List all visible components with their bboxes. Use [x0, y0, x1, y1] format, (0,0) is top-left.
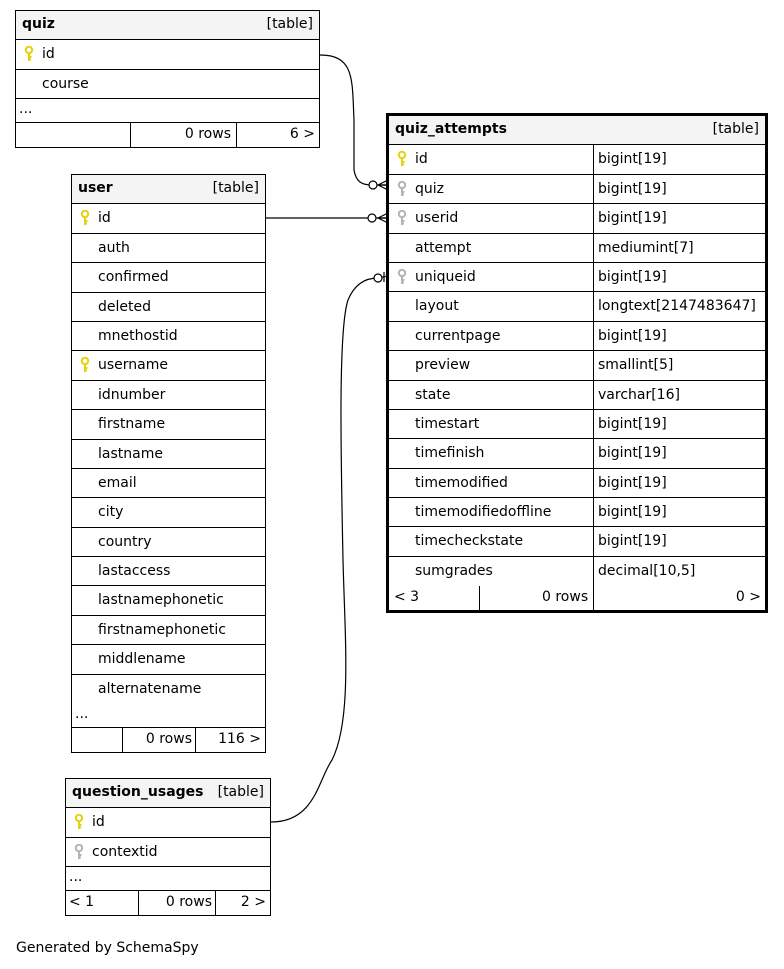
generated-by-text: Generated by SchemaSpy	[16, 940, 199, 956]
column-name: id	[42, 46, 55, 63]
column-name: auth	[98, 239, 130, 256]
table-kind: [table]	[217, 784, 264, 800]
table-footer	[72, 728, 265, 752]
column-row[interactable]	[389, 381, 765, 410]
column-name: firstname	[98, 416, 166, 433]
table-quiz-attempts[interactable]	[386, 113, 768, 613]
primary-key-icon	[397, 151, 407, 167]
column-name: currentpage	[415, 327, 501, 344]
column-type: bigint[19]	[598, 504, 667, 521]
footer-parents[interactable]: < 3	[394, 589, 420, 606]
column-name: lastnamephonetic	[98, 592, 224, 609]
column-name: alternatename	[98, 680, 202, 697]
edge-question-usages-to-quiz-attempts	[271, 276, 388, 822]
more-columns-row	[72, 704, 265, 728]
column-name: contextid	[92, 843, 158, 860]
column-row[interactable]	[72, 293, 265, 322]
edge-optional-marker	[369, 181, 377, 189]
column-row[interactable]	[389, 439, 765, 468]
column-name: firstnamephonetic	[98, 621, 226, 638]
footer-children[interactable]: 2 >	[240, 894, 266, 911]
column-type: bigint[19]	[598, 180, 667, 197]
footer-row-count: 0 rows	[184, 126, 231, 143]
table-user[interactable]	[71, 174, 266, 753]
column-row[interactable]	[66, 808, 270, 837]
column-name: course	[42, 75, 89, 92]
column-row[interactable]	[72, 528, 265, 557]
column-row[interactable]	[72, 498, 265, 527]
column-name: preview	[415, 357, 471, 374]
column-name: username	[98, 357, 168, 374]
column-type: longtext[2147483647]	[598, 298, 756, 315]
footer-children[interactable]: 6 >	[289, 126, 315, 143]
column-type: bigint[19]	[598, 151, 667, 168]
table-header	[66, 779, 270, 808]
table-name[interactable]: quiz	[22, 16, 55, 32]
column-name: country	[98, 533, 152, 550]
column-type: varchar[16]	[598, 386, 680, 403]
column-name: state	[415, 386, 451, 403]
ellipsis: ...	[19, 101, 33, 118]
footer-children[interactable]: 116 >	[218, 731, 261, 748]
column-row[interactable]	[389, 204, 765, 233]
column-row[interactable]	[72, 675, 265, 704]
column-row[interactable]	[389, 498, 765, 527]
column-row[interactable]	[72, 351, 265, 380]
column-row[interactable]	[389, 263, 765, 292]
column-type: mediumint[7]	[598, 239, 694, 256]
table-name[interactable]: quiz_attempts	[395, 121, 507, 137]
ellipsis: ...	[75, 706, 89, 723]
column-row[interactable]	[72, 263, 265, 292]
edge-optional-marker	[374, 274, 382, 282]
table-question-usages[interactable]	[65, 778, 271, 916]
column-row[interactable]	[66, 838, 270, 867]
column-name: timestart	[415, 415, 480, 432]
table-name[interactable]: user	[78, 180, 113, 196]
column-name: layout	[415, 298, 459, 315]
column-row[interactable]	[72, 234, 265, 263]
more-columns-row	[66, 867, 270, 891]
column-name: email	[98, 474, 137, 491]
table-footer	[66, 891, 270, 915]
column-type: bigint[19]	[598, 415, 667, 432]
foreign-key-icon	[397, 181, 407, 197]
column-name: mnethostid	[98, 327, 178, 344]
column-name: uniqueid	[415, 268, 476, 285]
primary-key-icon	[24, 46, 34, 62]
column-name: confirmed	[98, 269, 169, 286]
table-name[interactable]: question_usages	[72, 784, 204, 800]
column-name: sumgrades	[415, 562, 493, 579]
footer-row-count: 0 rows	[145, 731, 192, 748]
column-type: bigint[19]	[598, 474, 667, 491]
column-row[interactable]	[389, 234, 765, 263]
column-name: lastaccess	[98, 563, 171, 580]
column-row[interactable]	[72, 410, 265, 439]
column-name: idnumber	[98, 386, 166, 403]
foreign-key-icon	[397, 210, 407, 226]
column-name: timemodifiedoffline	[415, 504, 552, 521]
column-name: middlename	[98, 651, 186, 668]
column-name: userid	[415, 210, 459, 227]
column-row[interactable]	[72, 616, 265, 645]
foreign-key-icon	[74, 844, 84, 860]
primary-key-icon	[80, 210, 90, 226]
column-row[interactable]	[389, 292, 765, 321]
footer-row-count: 0 rows	[542, 589, 589, 606]
column-row[interactable]	[72, 381, 265, 410]
table-header	[16, 11, 319, 40]
column-name: city	[98, 504, 124, 521]
primary-key-icon	[80, 357, 90, 373]
column-row[interactable]	[72, 204, 265, 233]
table-footer	[389, 586, 765, 610]
column-row[interactable]	[389, 145, 765, 174]
column-name: timefinish	[415, 445, 485, 462]
table-quiz[interactable]	[15, 10, 320, 148]
table-header	[72, 175, 265, 204]
column-name: timecheckstate	[415, 533, 524, 550]
column-name: timemodified	[415, 474, 508, 491]
table-header	[389, 116, 765, 145]
footer-children[interactable]: 0 >	[735, 589, 761, 606]
foreign-key-icon	[397, 269, 407, 285]
column-type: bigint[19]	[598, 533, 667, 550]
column-type: decimal[10,5]	[598, 562, 696, 579]
table-kind: [table]	[712, 121, 759, 137]
edge-optional-marker	[368, 214, 376, 222]
column-row[interactable]	[16, 70, 319, 99]
footer-row-count: 0 rows	[165, 894, 212, 911]
column-row[interactable]	[389, 557, 765, 586]
column-name: deleted	[98, 298, 151, 315]
column-type: bigint[19]	[598, 268, 667, 285]
column-name: id	[92, 814, 105, 831]
column-name: id	[98, 210, 111, 227]
primary-key-icon	[74, 814, 84, 830]
table-kind: [table]	[212, 180, 259, 196]
column-row[interactable]	[16, 40, 319, 69]
column-type: bigint[19]	[598, 210, 667, 227]
ellipsis: ...	[69, 869, 83, 886]
column-type: bigint[19]	[598, 445, 667, 462]
column-name: id	[415, 151, 428, 168]
column-row[interactable]	[72, 557, 265, 586]
column-row[interactable]	[389, 469, 765, 498]
column-row[interactable]	[389, 175, 765, 204]
column-type: smallint[5]	[598, 357, 674, 374]
column-row[interactable]	[72, 440, 265, 469]
edge-quiz-to-quiz-attempts	[320, 55, 388, 185]
column-row[interactable]	[72, 322, 265, 351]
column-row[interactable]	[389, 527, 765, 556]
column-name: lastname	[98, 445, 163, 462]
more-columns-row	[16, 99, 319, 123]
column-row[interactable]	[72, 469, 265, 498]
column-row[interactable]	[389, 410, 765, 439]
column-row[interactable]	[389, 322, 765, 351]
column-row[interactable]	[72, 586, 265, 615]
column-type: bigint[19]	[598, 327, 667, 344]
column-row[interactable]	[389, 351, 765, 380]
column-name: attempt	[415, 239, 472, 256]
table-kind: [table]	[266, 16, 313, 32]
table-footer	[16, 123, 319, 147]
footer-parents[interactable]: < 1	[69, 894, 95, 911]
column-name: quiz	[415, 180, 444, 197]
column-row[interactable]	[72, 645, 265, 674]
